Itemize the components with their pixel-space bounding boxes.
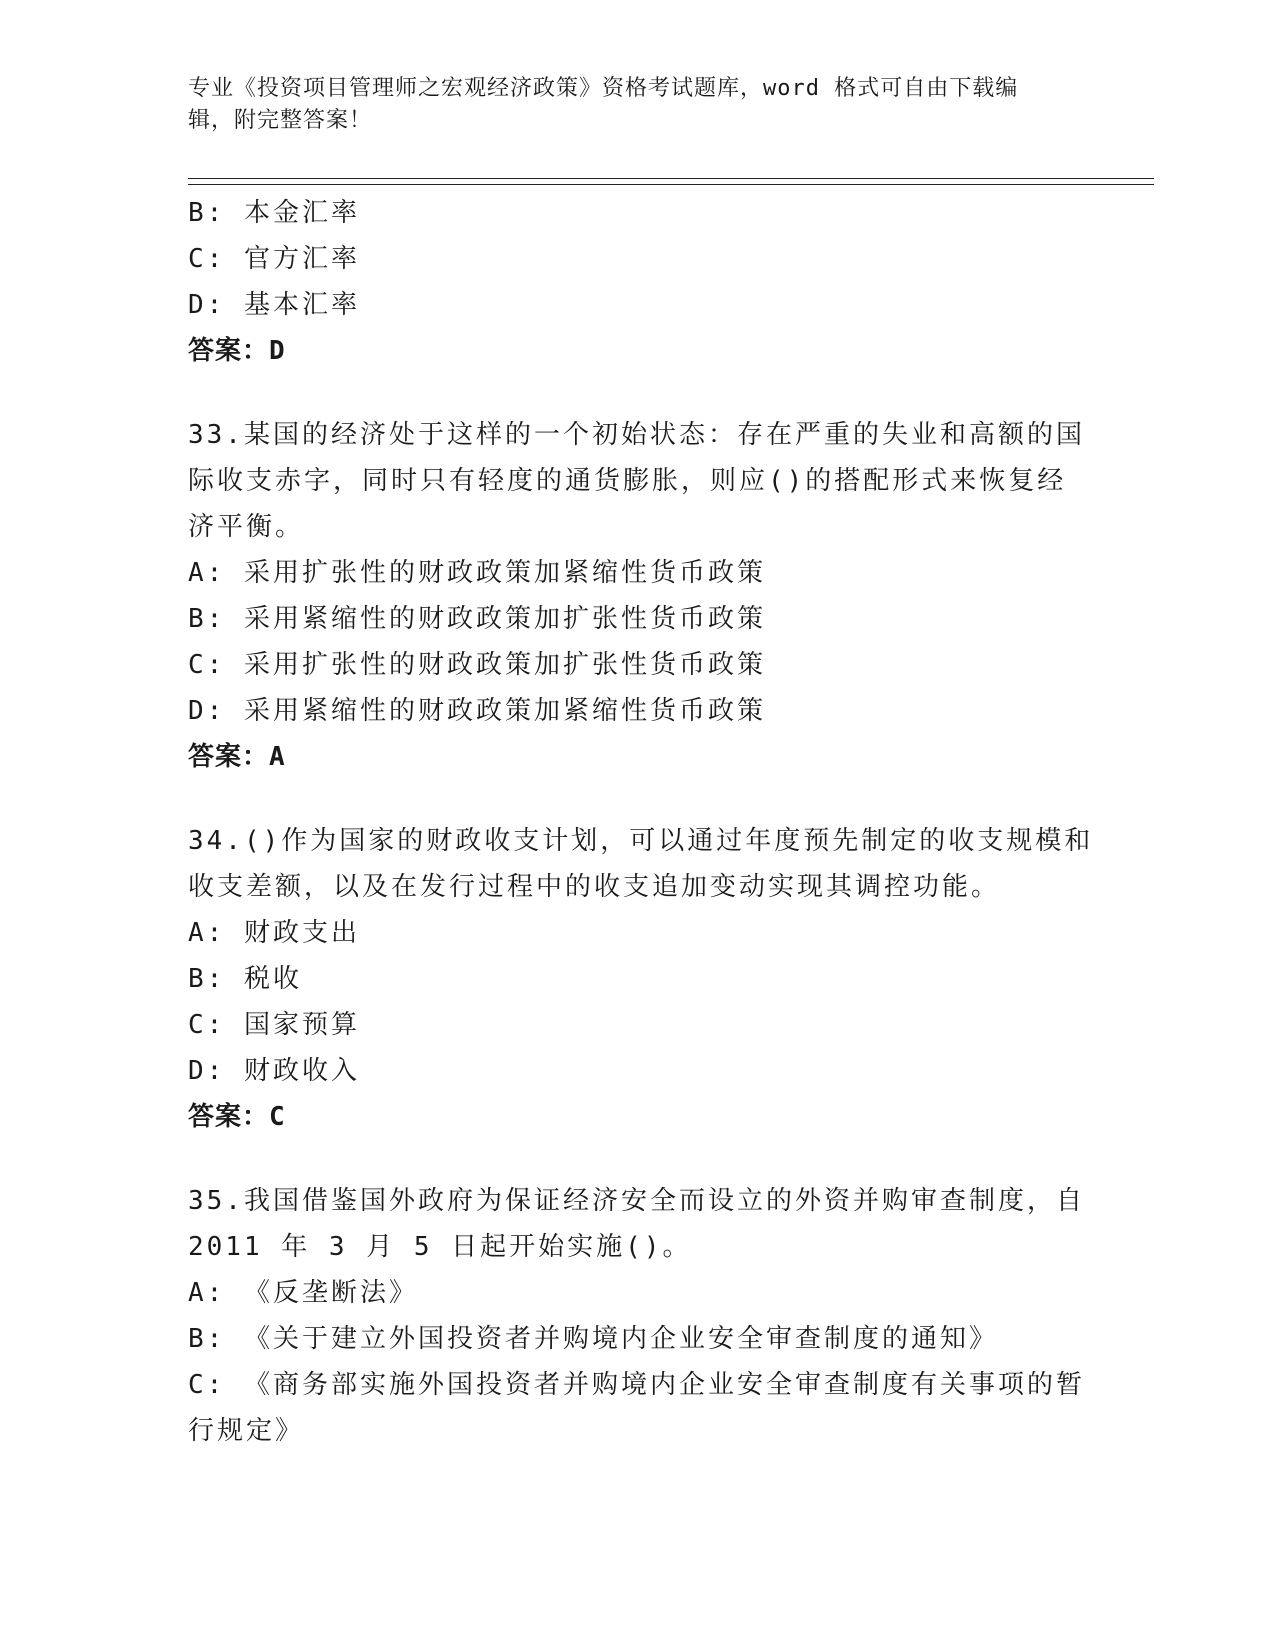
option-a: A: 采用扩张性的财政政策加紧缩性货币政策 [188,558,766,588]
option-c: C: 国家预算 [188,1010,360,1040]
question-text: 际收支赤字，同时只有轻度的通货膨胀，则应()的搭配形式来恢复经 [188,466,1067,496]
option-b: B: 采用紧缩性的财政政策加扩张性货币政策 [188,604,766,634]
option-c: C: 《商务部实施外国投资者并购境内企业安全审查制度有关事项的暂 [188,1370,1085,1400]
question-text: 35.我国借鉴国外政府为保证经济安全而设立的外资并购审查制度，自 [188,1186,1085,1216]
answer: 答案：C [188,1102,286,1132]
header-line-1: 专业《投资项目管理师之宏观经济政策》资格考试题库，word 格式可自由下载编 [188,76,1019,101]
question-text: 2011 年 3 月 5 日起开始实施()。 [188,1232,692,1262]
option-c-continued: 行规定》 [188,1416,305,1446]
header-divider-bottom [188,184,1154,185]
option-b: B: 本金汇率 [188,198,360,228]
document-body [188,190,1094,1454]
question-35 [188,1178,1088,1454]
question-text: 收支差额，以及在发行过程中的收支追加变动实现其调控功能。 [188,872,1001,902]
question-text: 34.()作为国家的财政收支计划，可以通过年度预先制定的收支规模和 [188,826,1094,856]
question-text: 济平衡。 [188,512,305,542]
option-d: D: 基本汇率 [188,290,360,320]
question-32-tail [188,190,1088,374]
option-a: A: 财政支出 [188,918,360,948]
question-33 [188,412,1088,780]
header-line-2: 辑，附完整答案！ [188,108,373,133]
answer: 答案：D [188,336,286,366]
option-b: B: 税收 [188,964,302,994]
option-d: D: 采用紧缩性的财政政策加紧缩性货币政策 [188,696,766,726]
document-header [188,73,1068,137]
question-text: 33.某国的经济处于这样的一个初始状态：存在严重的失业和高额的国 [188,420,1085,450]
option-c: C: 官方汇率 [188,244,360,274]
option-c: C: 采用扩张性的财政政策加扩张性货币政策 [188,650,766,680]
option-b: B: 《关于建立外国投资者并购境内企业安全审查制度的通知》 [188,1324,998,1354]
header-divider-top [188,178,1154,179]
option-a: A: 《反垄断法》 [188,1278,418,1308]
option-d: D: 财政收入 [188,1056,360,1086]
question-34 [188,818,1094,1140]
answer: 答案：A [188,742,286,772]
